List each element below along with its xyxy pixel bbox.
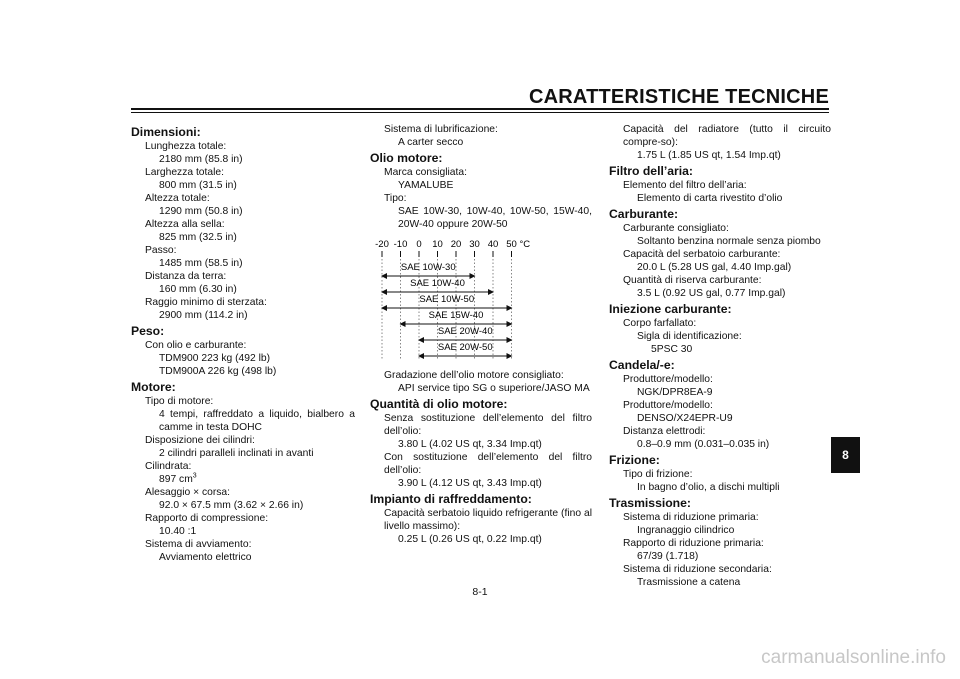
tick-label: 50	[506, 239, 517, 250]
spec-value: 3.90 L (4.12 US qt, 3.43 Imp.qt)	[398, 478, 542, 489]
tick-label: -20	[375, 239, 389, 250]
spec-value: TDM900A 226 kg (498 lb)	[159, 366, 277, 377]
spec-label: Sistema di riduzione primaria:	[623, 512, 759, 523]
spec-value: 1485 mm (58.5 in)	[159, 258, 243, 269]
spec-label: Lunghezza totale:	[145, 141, 227, 152]
spec-value: 4 tempi, raffreddato a liquido, bialbero a camme in testa DOHC	[159, 409, 355, 433]
spec-value: DENSO/X24EPR-U9	[637, 413, 733, 424]
range-label: SAE 20W-50	[437, 342, 493, 353]
spec-value: 2180 mm (85.8 in)	[159, 154, 243, 165]
spec-value: SAE 10W-30, 10W-40, 10W-50, 15W-40, 20W-40 oppure 20W-50	[398, 206, 592, 230]
spec-label: Rapporto di compressione:	[145, 513, 269, 524]
spec-label: Altezza alla sella:	[145, 219, 225, 230]
cilindrata-value: 897 cm	[159, 474, 193, 485]
spec-value: NGK/DPR8EA-9	[637, 387, 713, 398]
spec-label: Sistema di avviamento:	[145, 539, 252, 550]
spec-value: 5PSC 30	[651, 344, 693, 355]
tick-label: -10	[393, 239, 408, 250]
section-iniezione-heading: Iniezione carburante:	[609, 302, 732, 316]
tick-label: 30	[469, 239, 480, 250]
spec-value: A carter secco	[398, 137, 464, 148]
spec-value: 1.75 L (1.85 US qt, 1.54 Imp.qt)	[637, 150, 781, 161]
title-rule-thick	[131, 108, 829, 110]
spec-value: API service tipo SG o superiore/JASO MA	[398, 383, 590, 394]
column-3	[609, 123, 831, 589]
spec-value: 0.8–0.9 mm (0.031–0.035 in)	[637, 439, 770, 450]
spec-value: Elemento di carta rivestito d’olio	[637, 193, 783, 204]
spec-value: 825 mm (32.5 in)	[159, 232, 237, 243]
spec-value: TDM900 223 kg (492 lb)	[159, 353, 271, 364]
spec-label: Tipo di frizione:	[623, 469, 693, 480]
spec-label: Disposizione dei cilindri:	[145, 435, 255, 446]
spec-label: Raggio minimo di sterzata:	[145, 297, 267, 308]
section-candela-heading: Candela/-e:	[609, 358, 675, 372]
spec-label: Con olio e carburante:	[145, 340, 247, 351]
column-2	[370, 123, 592, 546]
unit-label: °C	[519, 239, 531, 250]
spec-value-cilindrata	[131, 473, 355, 486]
spec-label: Produttore/modello:	[623, 400, 713, 411]
spec-label: Altezza totale:	[145, 193, 210, 204]
spec-value: 2900 mm (114.2 in)	[159, 310, 248, 321]
spec-label: Tipo di motore:	[145, 396, 214, 407]
spec-value: 10.40 :1	[159, 526, 197, 537]
section-trasmissione-heading: Trasmissione:	[609, 496, 691, 510]
watermark: carmanualsonline.info	[761, 647, 946, 668]
spec-label: Rapporto di riduzione primaria:	[623, 538, 764, 549]
spec-label: Capacità del serbatoio carburante:	[623, 249, 781, 260]
spec-value: 3.80 L (4.02 US qt, 3.34 Imp.qt)	[398, 439, 542, 450]
range-label: SAE 10W-50	[419, 294, 475, 305]
spec-label: Distanza da terra:	[145, 271, 227, 282]
spec-value: Soltanto benzina normale senza piombo	[637, 236, 821, 247]
spec-label: Sistema di riduzione secondaria:	[623, 564, 772, 575]
cilindrata-exponent: 3	[192, 472, 197, 480]
spec-value: 0.25 L (0.26 US qt, 0.22 Imp.qt)	[398, 534, 542, 545]
spec-value: In bagno d’olio, a dischi multipli	[637, 482, 780, 493]
spec-value: 92.0 × 67.5 mm (3.62 × 2.66 in)	[159, 500, 304, 511]
page-number: 8-1	[472, 586, 488, 598]
range-label: SAE 10W-30	[400, 262, 456, 273]
spec-label: Alesaggio × corsa:	[145, 487, 230, 498]
spec-value: 20.0 L (5.28 US gal, 4.40 Imp.gal)	[637, 262, 792, 273]
spec-label: Produttore/modello:	[623, 374, 713, 385]
range-label: SAE 10W-40	[410, 278, 465, 289]
section-raffreddamento-heading: Impianto di raffreddamento:	[370, 492, 532, 506]
tick-label: 40	[487, 239, 499, 250]
spec-label: Passo:	[145, 245, 177, 256]
spec-value: 3.5 L (0.92 US gal, 0.77 Imp.gal)	[637, 288, 786, 299]
section-frizione-heading: Frizione:	[609, 453, 660, 467]
spec-label: Sistema di lubrificazione:	[384, 124, 498, 135]
spec-value: 160 mm (6.30 in)	[159, 284, 237, 295]
spec-label: Carburante consigliato:	[623, 223, 729, 234]
section-filtro-aria-heading: Filtro dell’aria:	[609, 164, 693, 178]
page-title: CARATTERISTICHE TECNICHE	[529, 86, 829, 108]
spec-label: Con sostituzione dell’elemento del filtro dell’olio:	[384, 452, 592, 476]
section-dimensioni-heading: Dimensioni:	[131, 125, 201, 139]
spec-label: Capacità del radiatore (tutto il circuito compre-so):	[623, 124, 831, 148]
spec-label: Quantità di riserva carburante:	[623, 275, 762, 286]
range-label: SAE 20W-40	[437, 326, 493, 337]
spec-label: Elemento del filtro dell’aria:	[623, 180, 747, 191]
spec-label: Marca consigliata:	[384, 167, 467, 178]
spec-label: Larghezza totale:	[145, 167, 224, 178]
spec-value: 2 cilindri paralleli inclinati in avanti	[159, 448, 314, 459]
section-quantita-olio-heading: Quantità di olio motore:	[370, 397, 508, 411]
tick-label: 10	[432, 239, 443, 250]
spec-value: Avviamento elettrico	[159, 552, 252, 563]
oil-viscosity-chart	[372, 237, 532, 363]
section-olio-heading: Olio motore:	[370, 151, 443, 165]
spec-label: Corpo farfallato:	[623, 318, 697, 329]
spec-value: 1290 mm (50.8 in)	[159, 206, 243, 217]
spec-value: Ingranaggio cilindrico	[637, 525, 735, 536]
spec-value: YAMALUBE	[398, 180, 454, 191]
spec-value: 67/39 (1.718)	[637, 551, 699, 562]
section-carburante-heading: Carburante:	[609, 207, 679, 221]
chapter-tab: 8	[831, 437, 860, 473]
title-rule-thin	[131, 112, 829, 113]
spec-value: 800 mm (31.5 in)	[159, 180, 237, 191]
spec-label: Senza sostituzione dell’elemento del filtro dell’olio:	[384, 413, 592, 437]
spec-label: Capacità serbatoio liquido refrigerante (fino al livello massimo):	[384, 508, 592, 532]
spec-label: Gradazione dell’olio motore consigliato:	[384, 370, 564, 381]
spec-label: Tipo:	[384, 193, 407, 204]
tick-label: 0	[416, 239, 422, 250]
spec-label: Cilindrata:	[145, 461, 192, 472]
section-peso-heading: Peso:	[131, 324, 165, 338]
spec-value: Trasmissione a catena	[637, 577, 741, 588]
tick-label: 20	[450, 239, 462, 250]
spec-label: Distanza elettrodi:	[623, 426, 706, 437]
column-1	[131, 123, 355, 564]
range-label: SAE 15W-40	[428, 310, 484, 321]
spec-label: Sigla di identificazione:	[637, 331, 742, 342]
section-motore-heading: Motore:	[131, 380, 176, 394]
